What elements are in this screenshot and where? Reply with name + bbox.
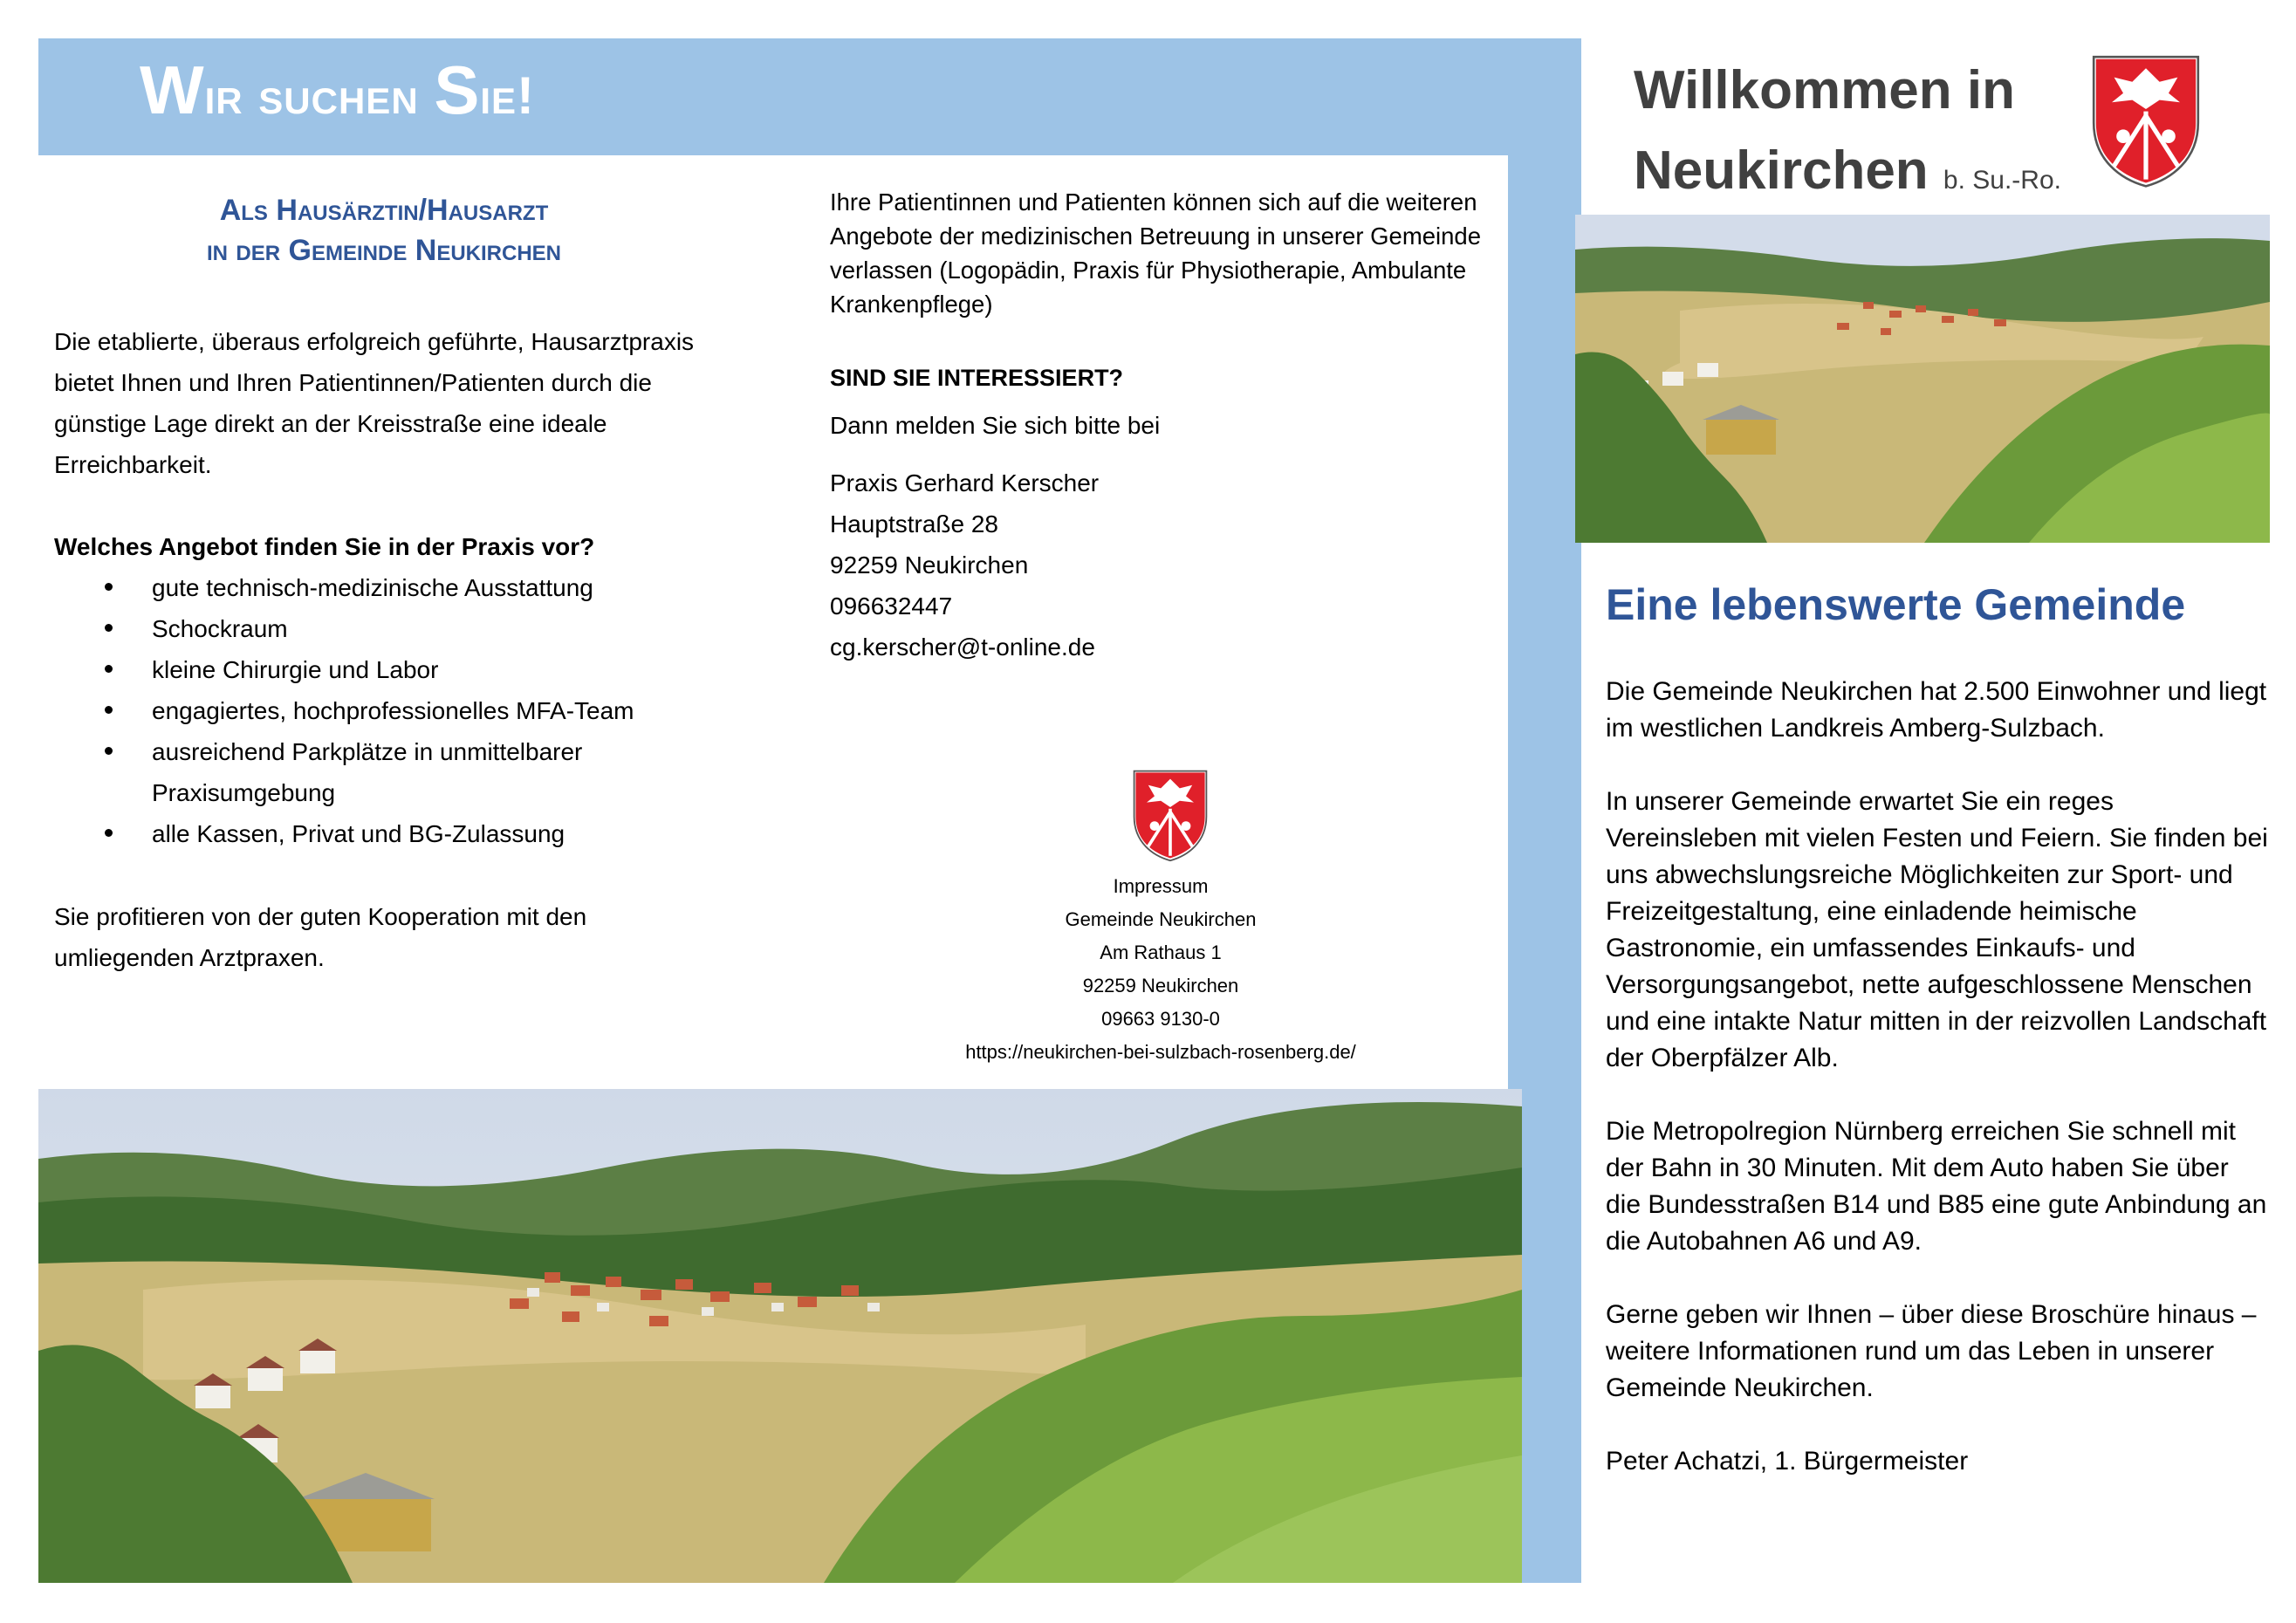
village-landscape-photo (38, 1089, 1522, 1583)
offer-item: engagiertes, hochprofessionelles MFA-Team (54, 690, 735, 731)
job-subheading (52, 190, 716, 270)
description-paragraph: Die Metropolregion Nürnberg erreichen Sie schnell mit der Bahn in 30 Minuten. Mit dem Auto haben Sie über die Bundesstraßen B14 und B85 eine gute Anbindung an die Autobahnen A6 und A9. (1606, 1117, 2267, 1256)
contact-block (830, 462, 1099, 668)
offer-item: gute technisch-medizinische Ausstattung (54, 567, 735, 608)
welcome-line-2: Neukirchen b. Su.-Ro. (1634, 140, 2061, 201)
mayor-signature: Peter Achatzi, 1. Bürgermeister (1606, 1447, 1969, 1476)
subheading-line-2: in der Gemeinde Neukirchen (206, 234, 562, 267)
description-paragraph: Gerne geben wir Ihnen – über diese Broschüre hinaus – weitere Informationen rund um das Leben in unserer Gemeinde Neukirchen. (1606, 1300, 2257, 1402)
headline: Wir suchen Sie! (140, 51, 536, 128)
coat-of-arms-icon (1131, 768, 1210, 862)
impressum-city: 92259 Neukirchen (1082, 975, 1239, 996)
bullet-icon (105, 583, 113, 591)
impressum-website-link[interactable]: https://neukirchen-bei-sulzbach-rosenberg.de/ (965, 1041, 1356, 1063)
offer-item: Schockraum (54, 608, 735, 649)
practice-intro: Die etablierte, überaus erfolgreich geführte, Hausarztpraxis bietet Ihnen und Ihren Patientinnen/Patienten durch die günstige Lage direkt an der Kreisstraße eine ideale Erreichbarkeit. (54, 328, 695, 478)
impressum-block (951, 870, 1370, 1069)
right-title: Eine lebenswerte Gemeinde (1606, 580, 2186, 629)
bullet-icon (105, 829, 113, 837)
welcome-line-1: Willkommen in (1634, 60, 2015, 120)
bullet-icon (105, 747, 113, 755)
welcome-heading (1634, 51, 2061, 221)
offer-item: kleine Chirurgie und Labor (54, 649, 735, 690)
contact-email-link[interactable]: cg.kerscher@t-online.de (830, 633, 1095, 661)
village-landscape-photo (1575, 215, 2270, 543)
contact-street: Hauptstraße 28 (830, 510, 998, 538)
cooperation-note: Sie profitieren von der guten Kooperation mit den umliegenden Arztpraxen. (54, 903, 587, 971)
impressum-heading: Impressum (1113, 875, 1209, 897)
description-paragraph: Die Gemeinde Neukirchen hat 2.500 Einwohner und liegt im westlichen Landkreis Amberg-Sulzbach. (1606, 677, 2267, 743)
offer-item: ausreichend Parkplätze in unmittelbarer Praxisumgebung (54, 731, 693, 813)
impressum-phone[interactable]: 09663 9130-0 (1101, 1008, 1220, 1030)
contact-phone[interactable]: 096632447 (830, 592, 953, 620)
contact-city: 92259 Neukirchen (830, 551, 1029, 579)
impressum-municipality: Gemeinde Neukirchen (1065, 908, 1257, 930)
contact-name: Praxis Gerhard Kerscher (830, 469, 1100, 496)
bullet-icon (105, 665, 113, 673)
offer-item: alle Kassen, Privat und BG-Zulassung (54, 813, 735, 854)
care-offers-text: Ihre Patientinnen und Patienten können sich auf die weiteren Angebote der medizinischen Betreuung in unserer Gemeinde verlassen (Logopädin, Praxis für Physiotherapie, Ambulante Krankenpflege) (830, 188, 1482, 318)
bullet-icon (105, 624, 113, 632)
description-paragraph: In unserer Gemeinde erwartet Sie ein reges Vereinsleben mit vielen Festen und Feiern. Sie finden bei uns abwechslungsreiche Möglichkeiten zur Sport- und Freizeitgestaltung, eine einladende heimische Gastronomie, ein umfassendes Einkaufs- und Versorgungsangebot, nette aufgeschlossene Menschen und eine intakte Natur mitten in der reizvollen Landschaft der Oberpfälzer Alb. (1606, 787, 2268, 1072)
subheading-line-1: Als Hausärztin/Hausarzt (219, 194, 549, 227)
bullet-icon (105, 706, 113, 714)
municipality-description (1606, 674, 2269, 1517)
impressum-street: Am Rathaus 1 (1100, 942, 1222, 963)
welcome-suffix: b. Su.-Ro. (1943, 166, 2061, 195)
coat-of-arms-icon (2088, 52, 2203, 188)
interest-question: SIND SIE INTERESSIERT? (830, 365, 1124, 391)
offer-question: Welches Angebot finden Sie in der Praxis vor? (54, 533, 595, 560)
interest-subline: Dann melden Sie sich bitte bei (830, 412, 1161, 439)
offer-list (54, 567, 735, 854)
